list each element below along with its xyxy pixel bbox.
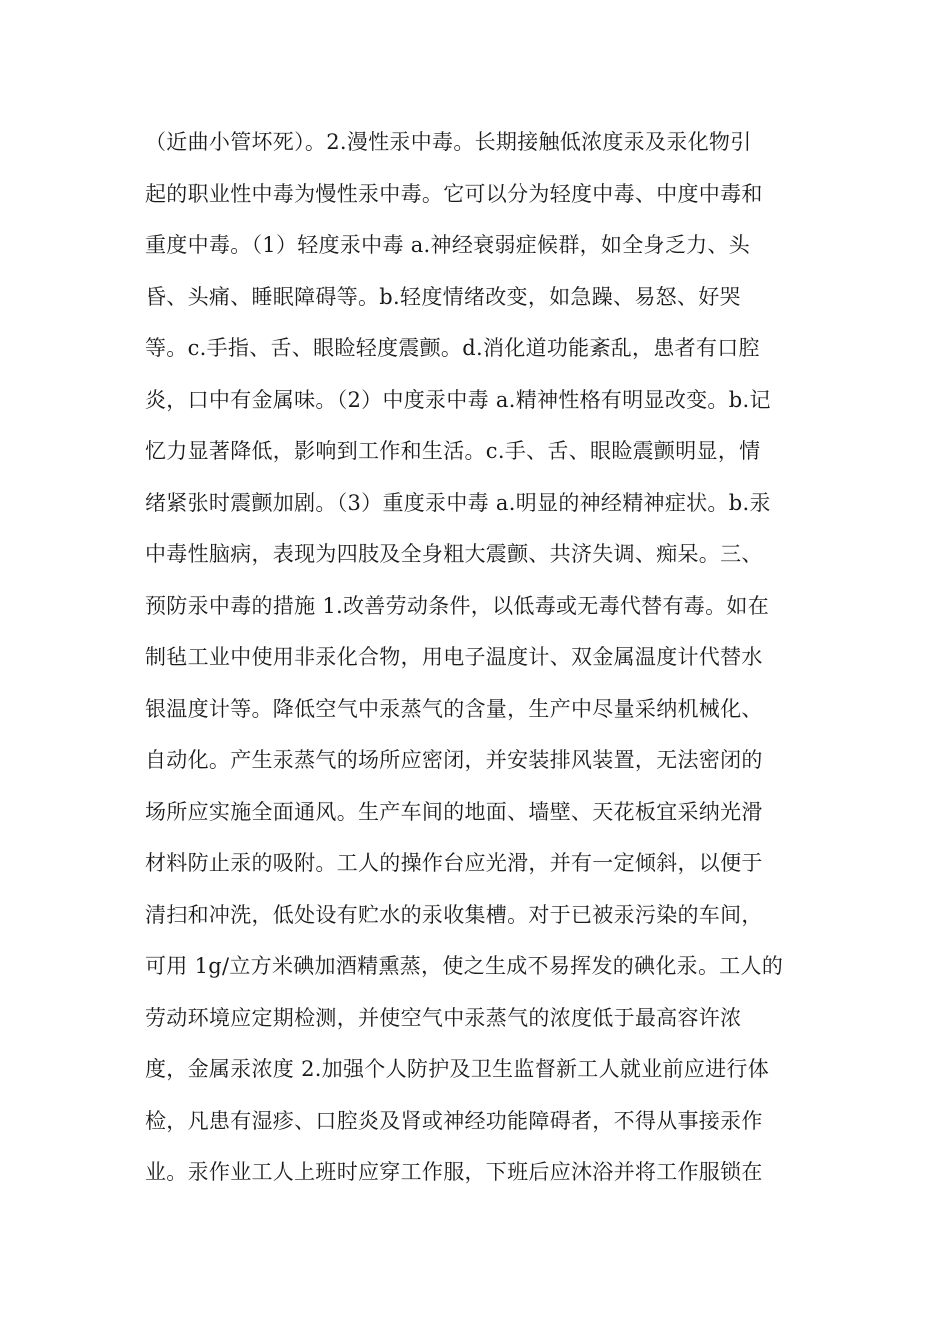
text-line: 银温度计等。降低空气中汞蒸气的含量，生产中尽量采纳机械化、 bbox=[145, 696, 763, 721]
text-line: 预防汞中毒的措施 1.改善劳动条件，以低毒或无毒代替有毒。如在 bbox=[145, 593, 770, 618]
text-line: 起的职业性中毒为慢性汞中毒。它可以分为轻度中毒、中度中毒和 bbox=[145, 181, 763, 206]
text-line: 业。汞作业工人上班时应穿工作服，下班后应沐浴并将工作服锁在 bbox=[145, 1160, 763, 1184]
text-line: 清扫和冲洗，低处设有贮水的汞收集槽。对于已被汞污染的车间， bbox=[145, 902, 763, 927]
text-line: 炎，口中有金属味。（2）中度汞中毒 a.精神性格有明显改变。b.记 bbox=[145, 387, 771, 412]
text-line: 劳动环境应定期检测，并使空气中汞蒸气的浓度低于最高容许浓 bbox=[145, 1005, 742, 1030]
text-line: 重度中毒。（1）轻度汞中毒 a.神经衰弱症候群，如全身乏力、头 bbox=[145, 233, 751, 257]
text-line: 绪紧张时震颤加剧。（3）重度汞中毒 a.明显的神经精神症状。b.汞 bbox=[145, 490, 771, 515]
text-line: 中毒性脑病，表现为四肢及全身粗大震颤、共济失调、痴呆。三、 bbox=[145, 542, 763, 566]
text-line: 材料防止汞的吸附。工人的操作台应光滑，并有一定倾斜，以便于 bbox=[145, 851, 763, 875]
text-line: 制毡工业中使用非汞化合物，用电子温度计、双金属温度计代替水 bbox=[145, 645, 763, 669]
text-line: 可用 1g/立方米碘加酒精熏蒸，使之生成不易挥发的碘化汞。工人的 bbox=[145, 954, 784, 978]
body-text bbox=[145, 117, 825, 1199]
text-line: 检，凡患有湿疹、口腔炎及肾或神经功能障碍者，不得从事接汞作 bbox=[145, 1108, 763, 1133]
text-line: 自动化。产生汞蒸气的场所应密闭，并安装排风装置，无法密闭的 bbox=[145, 748, 763, 772]
text-line: （近曲小管坏死）。2.漫性汞中毒。长期接触低浓度汞及汞化物引 bbox=[145, 130, 752, 154]
text-line: 昏、头痛、睡眠障碍等。b.轻度情绪改变，如急躁、易怒、好哭 bbox=[145, 284, 741, 309]
text-line: 忆力显著降低，影响到工作和生活。c.手、舌、眼睑震颤明显，情 bbox=[145, 439, 761, 463]
text-line: 等。c.手指、舌、眼睑轻度震颤。d.消化道功能紊乱，患者有口腔 bbox=[145, 336, 760, 360]
text-line: 度，金属汞浓度 2.加强个人防护及卫生监督新工人就业前应进行体 bbox=[145, 1057, 770, 1081]
text-line: 场所应实施全面通风。生产车间的地面、墙壁、天花板宜采纳光滑 bbox=[145, 799, 763, 824]
